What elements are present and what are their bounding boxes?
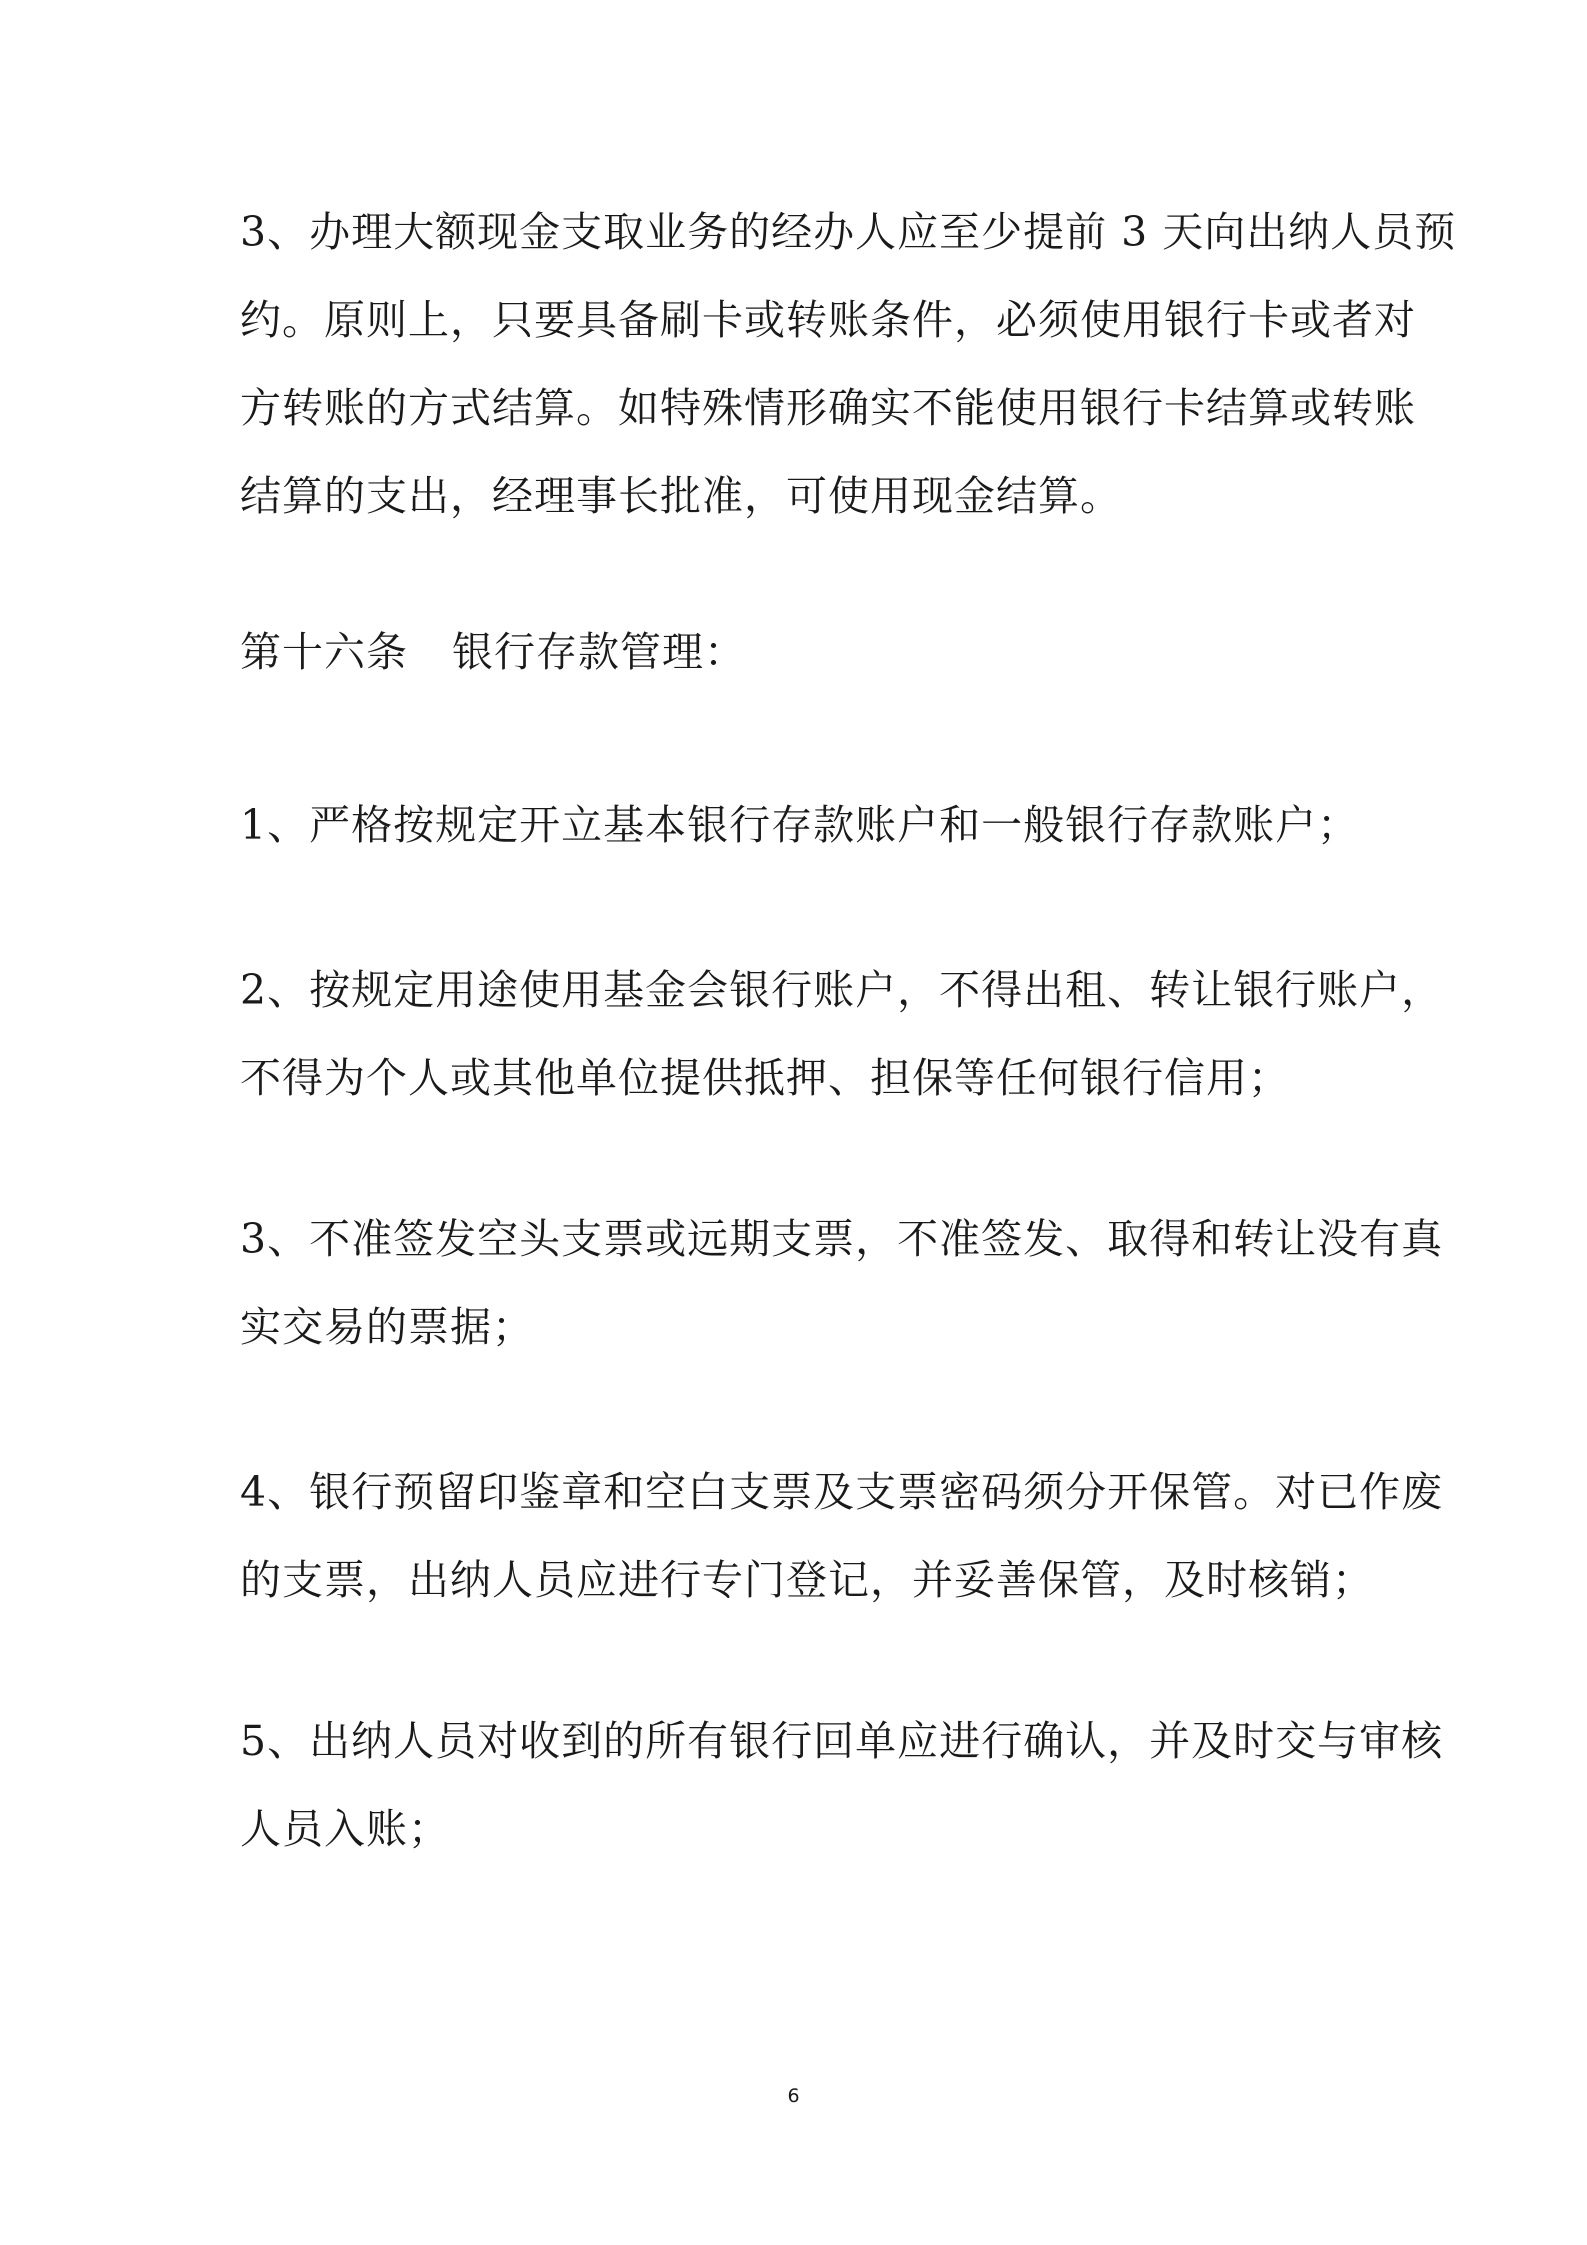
- item-1-line-1: 1、严格按规定开立基本银行存款账户和一般银行存款账户；: [240, 801, 1360, 849]
- article-title: 银行存款管理：: [452, 628, 746, 676]
- article-heading: [240, 622, 746, 682]
- item-3-line-2: 实交易的票据；: [240, 1303, 534, 1351]
- paragraph-1-line-3: 方转账的方式结算。如特殊情形确实不能使用银行卡结算或转账: [240, 384, 1416, 432]
- article-number: 第十六条: [240, 628, 408, 676]
- item-4-line-1: 4、银行预留印鉴章和空白支票及支票密码须分开保管。对已作废: [240, 1468, 1444, 1516]
- page-number: 6: [787, 2085, 800, 2107]
- item-3-line-1: 3、不准签发空头支票或远期支票，不准签发、取得和转让没有真: [240, 1215, 1444, 1263]
- item-2-line-1: 2、按规定用途使用基金会银行账户，不得出租、转让银行账户，: [240, 966, 1444, 1014]
- paragraph-1-line-4: 结算的支出，经理事长批准，可使用现金结算。: [240, 472, 1122, 520]
- item-5-line-2: 人员入账；: [240, 1805, 450, 1853]
- item-4-line-2: 的支票，出纳人员应进行专门登记，并妥善保管，及时核销；: [240, 1556, 1374, 1604]
- paragraph-1-line-1: 3、办理大额现金支取业务的经办人应至少提前 3 天向出纳人员预: [240, 208, 1457, 256]
- item-2-line-2: 不得为个人或其他单位提供抵押、担保等任何银行信用；: [240, 1054, 1290, 1102]
- paragraph-1-line-2: 约。原则上，只要具备刷卡或转账条件，必须使用银行卡或者对: [240, 296, 1416, 344]
- item-5-line-1: 5、出纳人员对收到的所有银行回单应进行确认，并及时交与审核: [240, 1717, 1444, 1765]
